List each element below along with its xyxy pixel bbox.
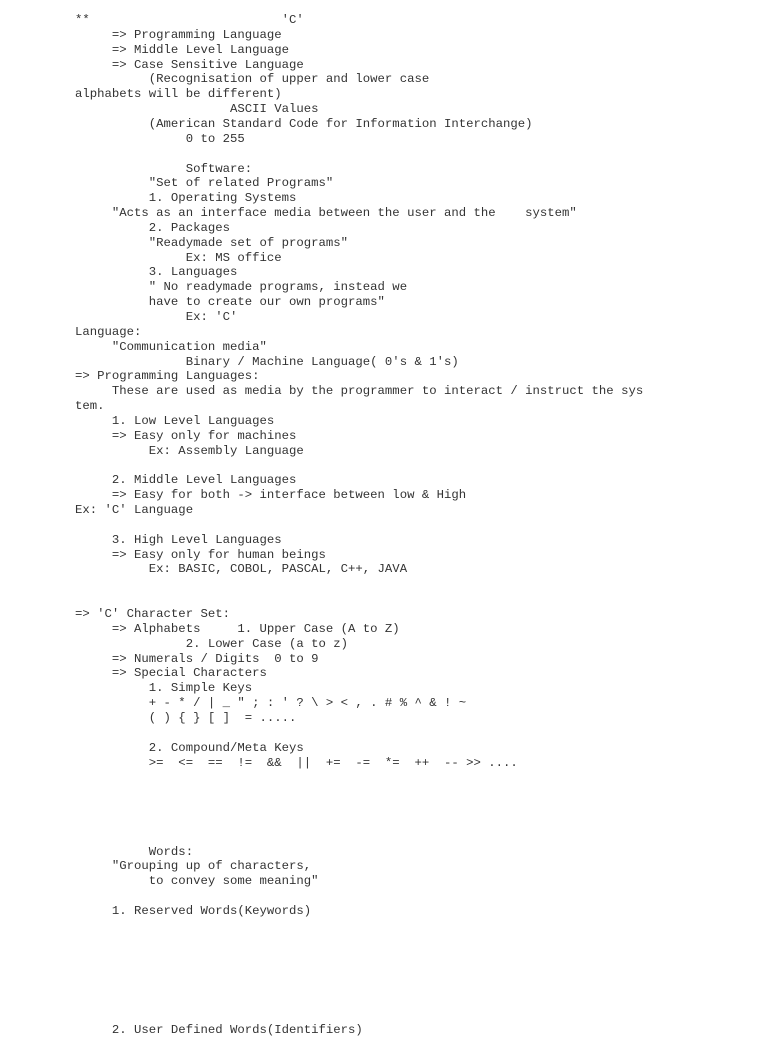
- text-line: 1. Reserved Words(Keywords): [75, 904, 312, 918]
- text-line: => Easy only for machines: [75, 428, 297, 443]
- text-line: 1. Low Level Languages: [75, 413, 275, 428]
- text-line: 2. Packages: [75, 220, 230, 235]
- text-line: >= <= == != && || += -= *= ++ -- >> ....: [75, 755, 518, 770]
- text-line: => Middle Level Language: [75, 42, 290, 57]
- text-line: => Special Characters: [75, 666, 267, 681]
- text-line: (Recognisation of upper and lower case: [75, 72, 430, 87]
- text-line: Ex: MS office: [75, 250, 282, 265]
- text-line: Ex: 'C': [75, 310, 238, 324]
- text-line: " No readymade programs, instead we: [75, 280, 408, 295]
- text-line: Ex: Assembly Language: [75, 443, 304, 458]
- text-line: alphabets will be different): [75, 87, 282, 102]
- text-line: Software:: [75, 161, 253, 176]
- text-line: ( ) { } [ ] = .....: [75, 710, 297, 725]
- text-line: These are used as media by the programmer to interact / instruct the sys: [75, 384, 644, 399]
- text-line: 2. User Defined Words(Identifiers): [75, 1022, 363, 1037]
- text-line: 1. Simple Keys: [75, 681, 253, 696]
- text-line: => Easy only for human beings: [75, 547, 326, 562]
- text-line: => Programming Languages:: [75, 369, 260, 384]
- text-line: => Numerals / Digits 0 to 9: [75, 651, 319, 666]
- text-line: Binary / Machine Language( 0's & 1's): [75, 354, 459, 369]
- text-line: => Case Sensitive Language: [75, 57, 304, 72]
- text-line: "Acts as an interface media between the user and the system": [75, 206, 577, 221]
- text-line: + - * / | _ " ; : ' ? \ > < , . # % ^ & ! ~: [75, 696, 467, 711]
- text-line: 2. Compound/Meta Keys: [75, 740, 304, 755]
- text-line: => Alphabets 1. Upper Case (A to Z): [75, 621, 400, 636]
- text-line: ASCII Values: [75, 102, 319, 117]
- text-line: => 'C' Character Set:: [75, 607, 230, 621]
- text-line: Ex: BASIC, COBOL, PASCAL, C++, JAVA: [75, 562, 408, 577]
- text-line: 0 to 255: [75, 131, 245, 146]
- text-line: "Readymade set of programs": [75, 235, 349, 250]
- text-line: have to create our own programs": [75, 295, 385, 310]
- text-line: "Set of related Programs": [75, 176, 334, 191]
- text-line: ** 'C': [75, 13, 304, 27]
- text-line: Ex: 'C' Language: [75, 503, 194, 518]
- text-line: => Programming Language: [75, 27, 282, 42]
- text-line: 1. Operating Systems: [75, 191, 297, 206]
- text-line: 3. Languages: [75, 265, 238, 280]
- text-line: tem.: [75, 399, 105, 414]
- text-line: 2. Lower Case (a to z): [75, 636, 349, 651]
- text-line: => Easy for both -> interface between low & High: [75, 488, 467, 503]
- text-line: "Communication media": [75, 339, 267, 354]
- text-line: Words:: [75, 844, 194, 859]
- text-line: 3. High Level Languages: [75, 532, 282, 547]
- text-line: Language:: [75, 324, 142, 339]
- text-line: (American Standard Code for Information Interchange): [75, 116, 533, 131]
- text-line: to convey some meaning": [75, 874, 319, 889]
- text-line: "Grouping up of characters,: [75, 859, 312, 874]
- text-line: 2. Middle Level Languages: [75, 473, 297, 488]
